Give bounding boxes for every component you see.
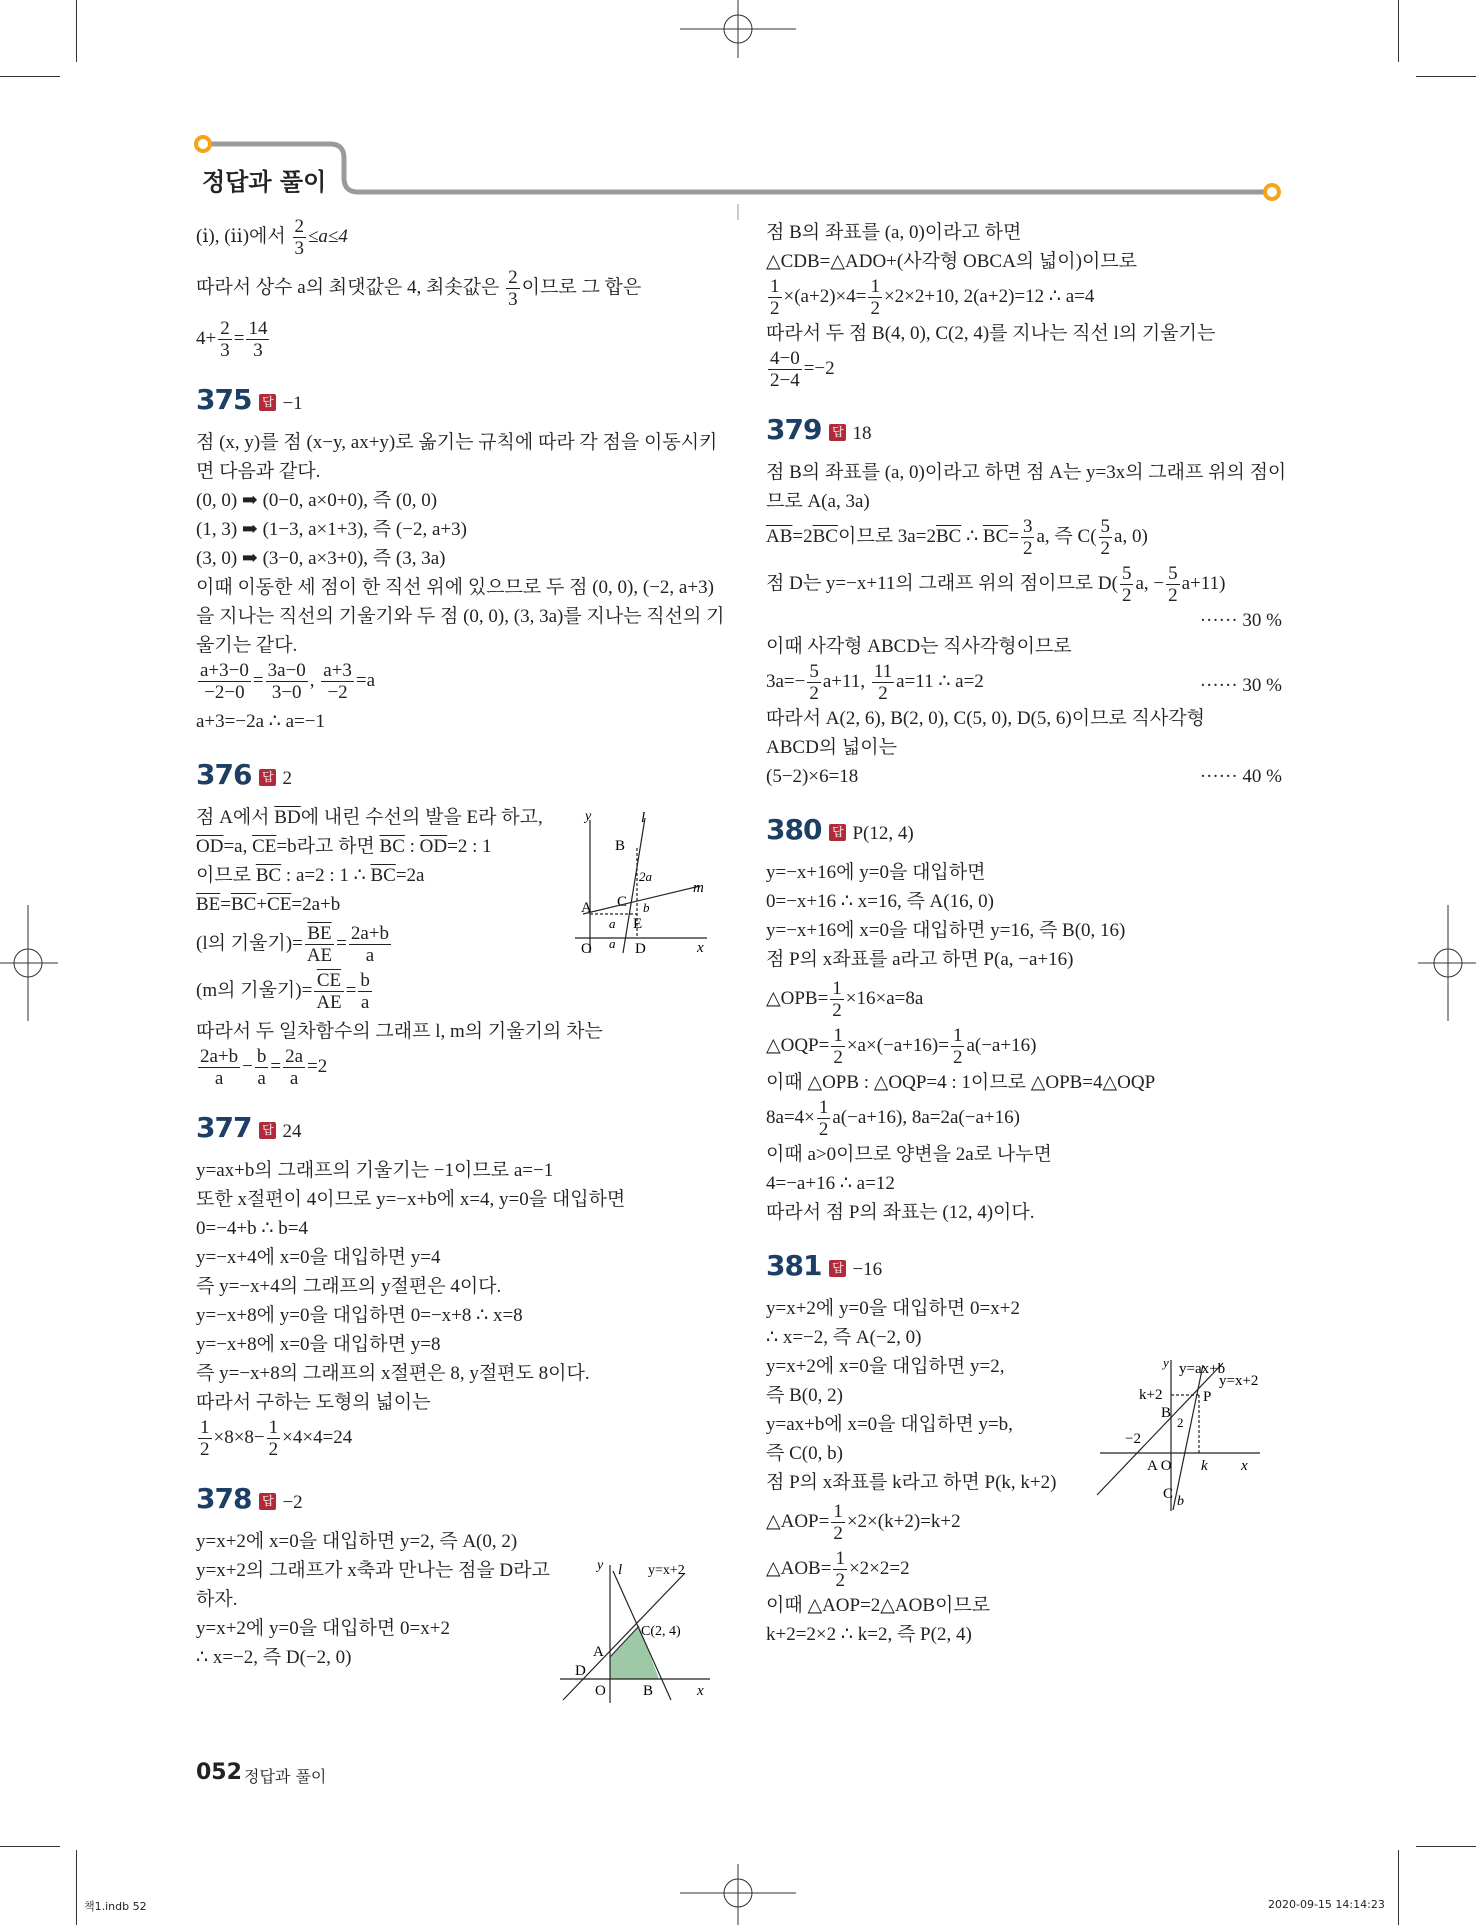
problem-376-header	[196, 760, 716, 793]
problem-number: 377	[196, 1111, 252, 1144]
text-line: ∴ x=−2, 즉 D(−2, 0)	[196, 1647, 352, 1668]
point-A: A	[593, 1644, 604, 1660]
score-percent: ······ 40 %	[1199, 766, 1282, 787]
text-line: 이때 a>0이므로 양변을 2a로 나누면	[766, 1144, 1052, 1165]
answer-icon: 답	[259, 769, 276, 786]
answer-icon: 답	[259, 1493, 276, 1510]
text-line: (3, 0) ➡ (3−0, a×3+0), 즉 (3, 3a)	[196, 548, 446, 569]
text-line: 이때 사각형 ABCD는 직사각형이므로	[766, 636, 1072, 657]
text-line: y=x+2의 그래프가 x축과 만나는 점을 D라고	[196, 1560, 550, 1581]
point-E: E	[633, 916, 643, 932]
label-2a: 2a	[639, 869, 652, 884]
label-k: k	[1201, 1458, 1208, 1474]
text-line: ∴ x=−2, 즉 A(−2, 0)	[766, 1327, 922, 1348]
area-aop: △AOP= $\frac{1}{2}$ ×2×(k+2)=k+2	[766, 1501, 961, 1544]
text-line: 면 다음과 같다.	[196, 461, 321, 482]
text-line: (0, 0) ➡ (0−0, a×0+0), 즉 (0, 0)	[196, 490, 438, 511]
text-line: 점 B의 좌표를 (a, 0)이라고 하면 점 A는 y=3x의 그래프 위의 점이	[766, 462, 1287, 483]
text-line: 점 D는 y=−x+11의 그래프 위의 점이므로 D( $\frac{5}{2}$ a, − $\frac{5}{2}$ a+11)	[766, 563, 1226, 606]
text-line: y=−x+8에 y=0을 대입하면 0=−x+8 ∴ x=8	[196, 1305, 523, 1326]
intro-line2: 따라서 상수 a의 최댓값은 4, 최솟값은 $\frac{2}{3}$ 이므로 그 합은	[196, 267, 642, 310]
footer-timestamp: 2020-09-15 14:14:23	[1268, 1898, 1385, 1911]
point-O: O	[595, 1683, 606, 1699]
text-line: k+2=2×2 ∴ k=2, 즉 P(2, 4)	[766, 1624, 972, 1645]
text-line: 이므로 $\overline{BC}$ : a=2 : 1 ∴ $\overline{BC}=2a$	[196, 865, 425, 886]
answer: −1	[282, 393, 303, 414]
line-label-1: y=ax+b	[1179, 1361, 1226, 1377]
axis-x: x	[1241, 1458, 1248, 1474]
problem-number: 380	[766, 813, 822, 846]
point-D: D	[575, 1663, 586, 1679]
text-line: 하자.	[196, 1589, 238, 1610]
slope-equation: $\frac{4-0}{2-4}$ =−2	[770, 348, 835, 391]
text-line: y=−x+16에 x=0을 대입하면 y=16, 즉 B(0, 16)	[766, 920, 1126, 941]
label-minus-2: −2	[1125, 1431, 1141, 1447]
line-label: y=x+2	[648, 1563, 685, 1578]
area-equation: $\frac{1}{2}$ ×8×8− $\frac{1}{2}$ ×4×4=24	[200, 1417, 353, 1460]
answer-icon: 답	[829, 424, 846, 441]
text-line: 0=−4+b ∴ b=4	[196, 1218, 308, 1239]
text-line: y=x+2에 y=0을 대입하면 0=x+2	[766, 1298, 1020, 1319]
text-line: 또한 x절편이 4이므로 y=−x+b에 x=4, y=0을 대입하면	[196, 1189, 626, 1210]
point-C: C(2, 4)	[641, 1624, 681, 1639]
text-line: (5−2)×6=18 ······ 40 %	[766, 762, 1282, 791]
problem-379-header	[766, 415, 1282, 448]
point-B: B	[615, 838, 626, 854]
text-line: 점 B의 좌표를 (a, 0)이라고 하면	[766, 222, 1022, 243]
point-D: D	[635, 941, 646, 957]
text-line: 즉 B(0, 2)	[766, 1385, 843, 1406]
answer-icon: 답	[829, 1260, 846, 1277]
point-A: A	[581, 900, 592, 916]
text-line: y=ax+b에 x=0을 대입하면 y=b,	[766, 1414, 1013, 1435]
score-percent: ······ 30 %	[1199, 675, 1282, 696]
text-line: 3a=− $\frac{5}{2}$ a+11, $\frac{11}{2}$ a=11 ∴ a=2 ······ 30 %	[766, 661, 1282, 704]
intro-line3: 4+ $\frac{2}{3}$ = $\frac{14}{3}$	[196, 318, 268, 361]
text-line: 4=−a+16 ∴ a=12	[766, 1173, 895, 1194]
text-line: $\overline{BE}=\overline{BC}+\overline{CE}=2a+b$	[196, 894, 341, 915]
score-percent: ······ 30 %	[1199, 610, 1282, 631]
answer: 2	[282, 768, 292, 789]
text-line: 따라서 구하는 도형의 넓이는	[196, 1392, 431, 1413]
figure-376	[575, 808, 715, 958]
text-line: 따라서 두 일차함수의 그래프 l, m의 기울기의 차는	[196, 1021, 603, 1042]
text-line: y=x+2에 y=0을 대입하면 0=x+2	[196, 1618, 450, 1639]
point-C: C	[1163, 1486, 1174, 1502]
area-equation: $\frac{1}{2}$ ×(a+2)×4= $\frac{1}{2}$ ×2×2+10, 2(a+2)=12 ∴ a=4	[770, 276, 1095, 319]
text-line: 0=−x+16 ∴ x=16, 즉 A(16, 0)	[766, 891, 994, 912]
answer: −2	[282, 1492, 303, 1513]
axis-y: y	[1163, 1355, 1169, 1370]
label-a2: a	[609, 936, 616, 951]
text-line: △CDB=△ADO+(사각형 OBCA의 넓이)이므로	[766, 251, 1138, 272]
point-B: B	[643, 1683, 654, 1699]
area-oqp: △OQP= $\frac{1}{2}$ ×a×(−a+16)= $\frac{1}{2}$ a(−a+16)	[766, 1025, 1037, 1068]
text-line: 울기는 같다.	[196, 635, 298, 656]
text-line: 을 지나는 직선의 기울기와 두 점 (0, 0), (3, 3a)를 지나는 직선의 기	[196, 606, 725, 627]
text-line: ABCD의 넓이는	[766, 737, 897, 758]
answer-icon: 답	[829, 824, 846, 841]
text-line: 즉 y=−x+8의 그래프의 x절편은 8, y절편도 8이다.	[196, 1363, 590, 1384]
label-b: b	[1177, 1494, 1184, 1509]
text-line: 즉 C(0, b)	[766, 1443, 843, 1464]
problem-375-header	[196, 385, 716, 418]
page-title: 정답과 풀이	[202, 168, 327, 196]
point-C: C	[617, 894, 628, 910]
problem-number: 378	[196, 1482, 252, 1515]
text-line: 점 (x, y)를 점 (x−y, ax+y)로 옮기는 규칙에 따라 각 점을 이동시키	[196, 432, 718, 453]
line-label-2: y=x+2	[1219, 1373, 1259, 1389]
point-O: O	[581, 941, 592, 957]
slope-equation: $\frac{a+3-0}{-2-0}$ = $\frac{3a-0}{3-0}$ , $\frac{a+3}{-2}$ =a	[200, 660, 376, 703]
area-opb: △OPB= $\frac{1}{2}$ ×16×a=8a	[766, 978, 924, 1021]
area-aob: △AOB= $\frac{1}{2}$ ×2×2=2	[766, 1548, 910, 1591]
text-line: 따라서 점 P의 좌표는 (12, 4)이다.	[766, 1202, 1035, 1223]
text-line: 이때 △AOP=2△AOB이므로	[766, 1595, 991, 1616]
text-line: y=−x+16에 y=0을 대입하면	[766, 862, 986, 883]
slope-m: (m의 기울기)= $\frac{\overline{CE}}{AE}$ = $\frac{b}{a}$	[196, 970, 370, 1013]
text-line: 므로 A(a, 3a)	[766, 491, 870, 512]
text-line: a+3=−2a ∴ a=−1	[196, 711, 325, 732]
line-l-label: l	[618, 1562, 623, 1578]
text-line: 이때 이동한 세 점이 한 직선 위에 있으므로 두 점 (0, 0), (−2, a+3)	[196, 577, 714, 598]
intro-line1: (ⅰ), (ⅱ)에서 $\frac{2}{3}$ ≤a≤4	[196, 216, 348, 259]
point-B: B	[1161, 1405, 1172, 1421]
answer-icon: 답	[259, 394, 276, 411]
problem-380-header	[766, 815, 1282, 848]
footer-label: 정답과 풀이	[244, 1767, 327, 1786]
label-a1: a	[609, 916, 616, 931]
answer: −16	[852, 1259, 883, 1280]
text-line: 이때 △OPB : △OQP=4 : 1이므로 △OPB=4△OQP	[766, 1072, 1156, 1093]
line-l-label: l	[641, 810, 646, 826]
text-line: $\overline{AB}=2\overline{BC}$이므로 $3a=2\overline{BC}$ ∴ $\overline{BC}=$ $\frac{3}{2}$ a, 즉 C( $\frac{5}{2}$ a, 0)	[766, 516, 1148, 559]
difference-equation: $\frac{2a+b}{a}$ − $\frac{b}{a}$ = $\frac{2a}{a}$ =2	[200, 1046, 328, 1089]
text-line: 점 A에서 $\overline{BD}$에 내린 수선의 발을 E라 하고,	[196, 807, 543, 828]
answer: 18	[852, 423, 872, 444]
figure-378	[555, 1555, 715, 1705]
text-line: y=x+2에 x=0을 대입하면 y=2,	[766, 1356, 1005, 1377]
problem-381-header	[766, 1251, 1282, 1284]
text-line: 점 P의 x좌표를 a라고 하면 P(a, −a+16)	[766, 949, 1074, 970]
score-row	[766, 606, 1282, 632]
label-b: b	[643, 900, 650, 915]
label-k-plus-2: k+2	[1139, 1387, 1163, 1403]
problem-378-header	[196, 1484, 716, 1517]
slope-l: (l의 기울기)= $\frac{\overline{BE}}{AE}$ = $\frac{2a+b}{a}$	[196, 923, 390, 966]
axis-y: y	[585, 809, 592, 824]
line-m-label: m	[693, 880, 704, 896]
text-line: y=−x+4에 x=0을 대입하면 y=4	[196, 1247, 441, 1268]
footer-file: 책1.indb 52	[84, 1900, 147, 1913]
figure-381	[1095, 1355, 1265, 1515]
page-number: 052	[196, 1760, 242, 1785]
answer: 24	[282, 1121, 302, 1142]
text-line: 따라서 두 점 B(4, 0), C(2, 4)를 지나는 직선 l의 기울기는	[766, 323, 1216, 344]
text-line: 점 P의 x좌표를 k라고 하면 P(k, k+2)	[766, 1472, 1057, 1493]
text-line: y=x+2에 x=0을 대입하면 y=2, 즉 A(0, 2)	[196, 1531, 518, 1552]
problem-number: 379	[766, 413, 822, 446]
axis-x: x	[697, 1683, 704, 1699]
answer: P(12, 4)	[852, 823, 914, 844]
text-line: 8a=4× $\frac{1}{2}$ a(−a+16), 8a=2a(−a+16)	[766, 1097, 1020, 1140]
text-line: 따라서 A(2, 6), B(2, 0), C(5, 0), D(5, 6)이므로 직사각형	[766, 708, 1205, 729]
text-line: y=ax+b의 그래프의 기울기는 −1이므로 a=−1	[196, 1160, 554, 1181]
answer-icon: 답	[259, 1122, 276, 1139]
text-line: y=−x+8에 x=0을 대입하면 y=8	[196, 1334, 441, 1355]
text-line: (1, 3) ➡ (1−3, a×1+3), 즉 (−2, a+3)	[196, 519, 467, 540]
text-line: 즉 y=−x+4의 그래프의 y절편은 4이다.	[196, 1276, 502, 1297]
problem-number: 375	[196, 383, 252, 416]
label-2: 2	[1177, 1415, 1184, 1430]
problem-377-header	[196, 1113, 716, 1146]
text-line: $\overline{OD}=a$, $\overline{CE}=b$라고 하면 $\overline{BC}$ : $\overline{OD}=2$ : 1	[196, 836, 492, 857]
points-A-O: A O	[1147, 1458, 1172, 1474]
axis-x: x	[697, 940, 704, 956]
axis-y: y	[597, 1558, 604, 1573]
problem-number: 376	[196, 758, 252, 791]
problem-number: 381	[766, 1249, 822, 1282]
point-P: P	[1203, 1389, 1212, 1405]
